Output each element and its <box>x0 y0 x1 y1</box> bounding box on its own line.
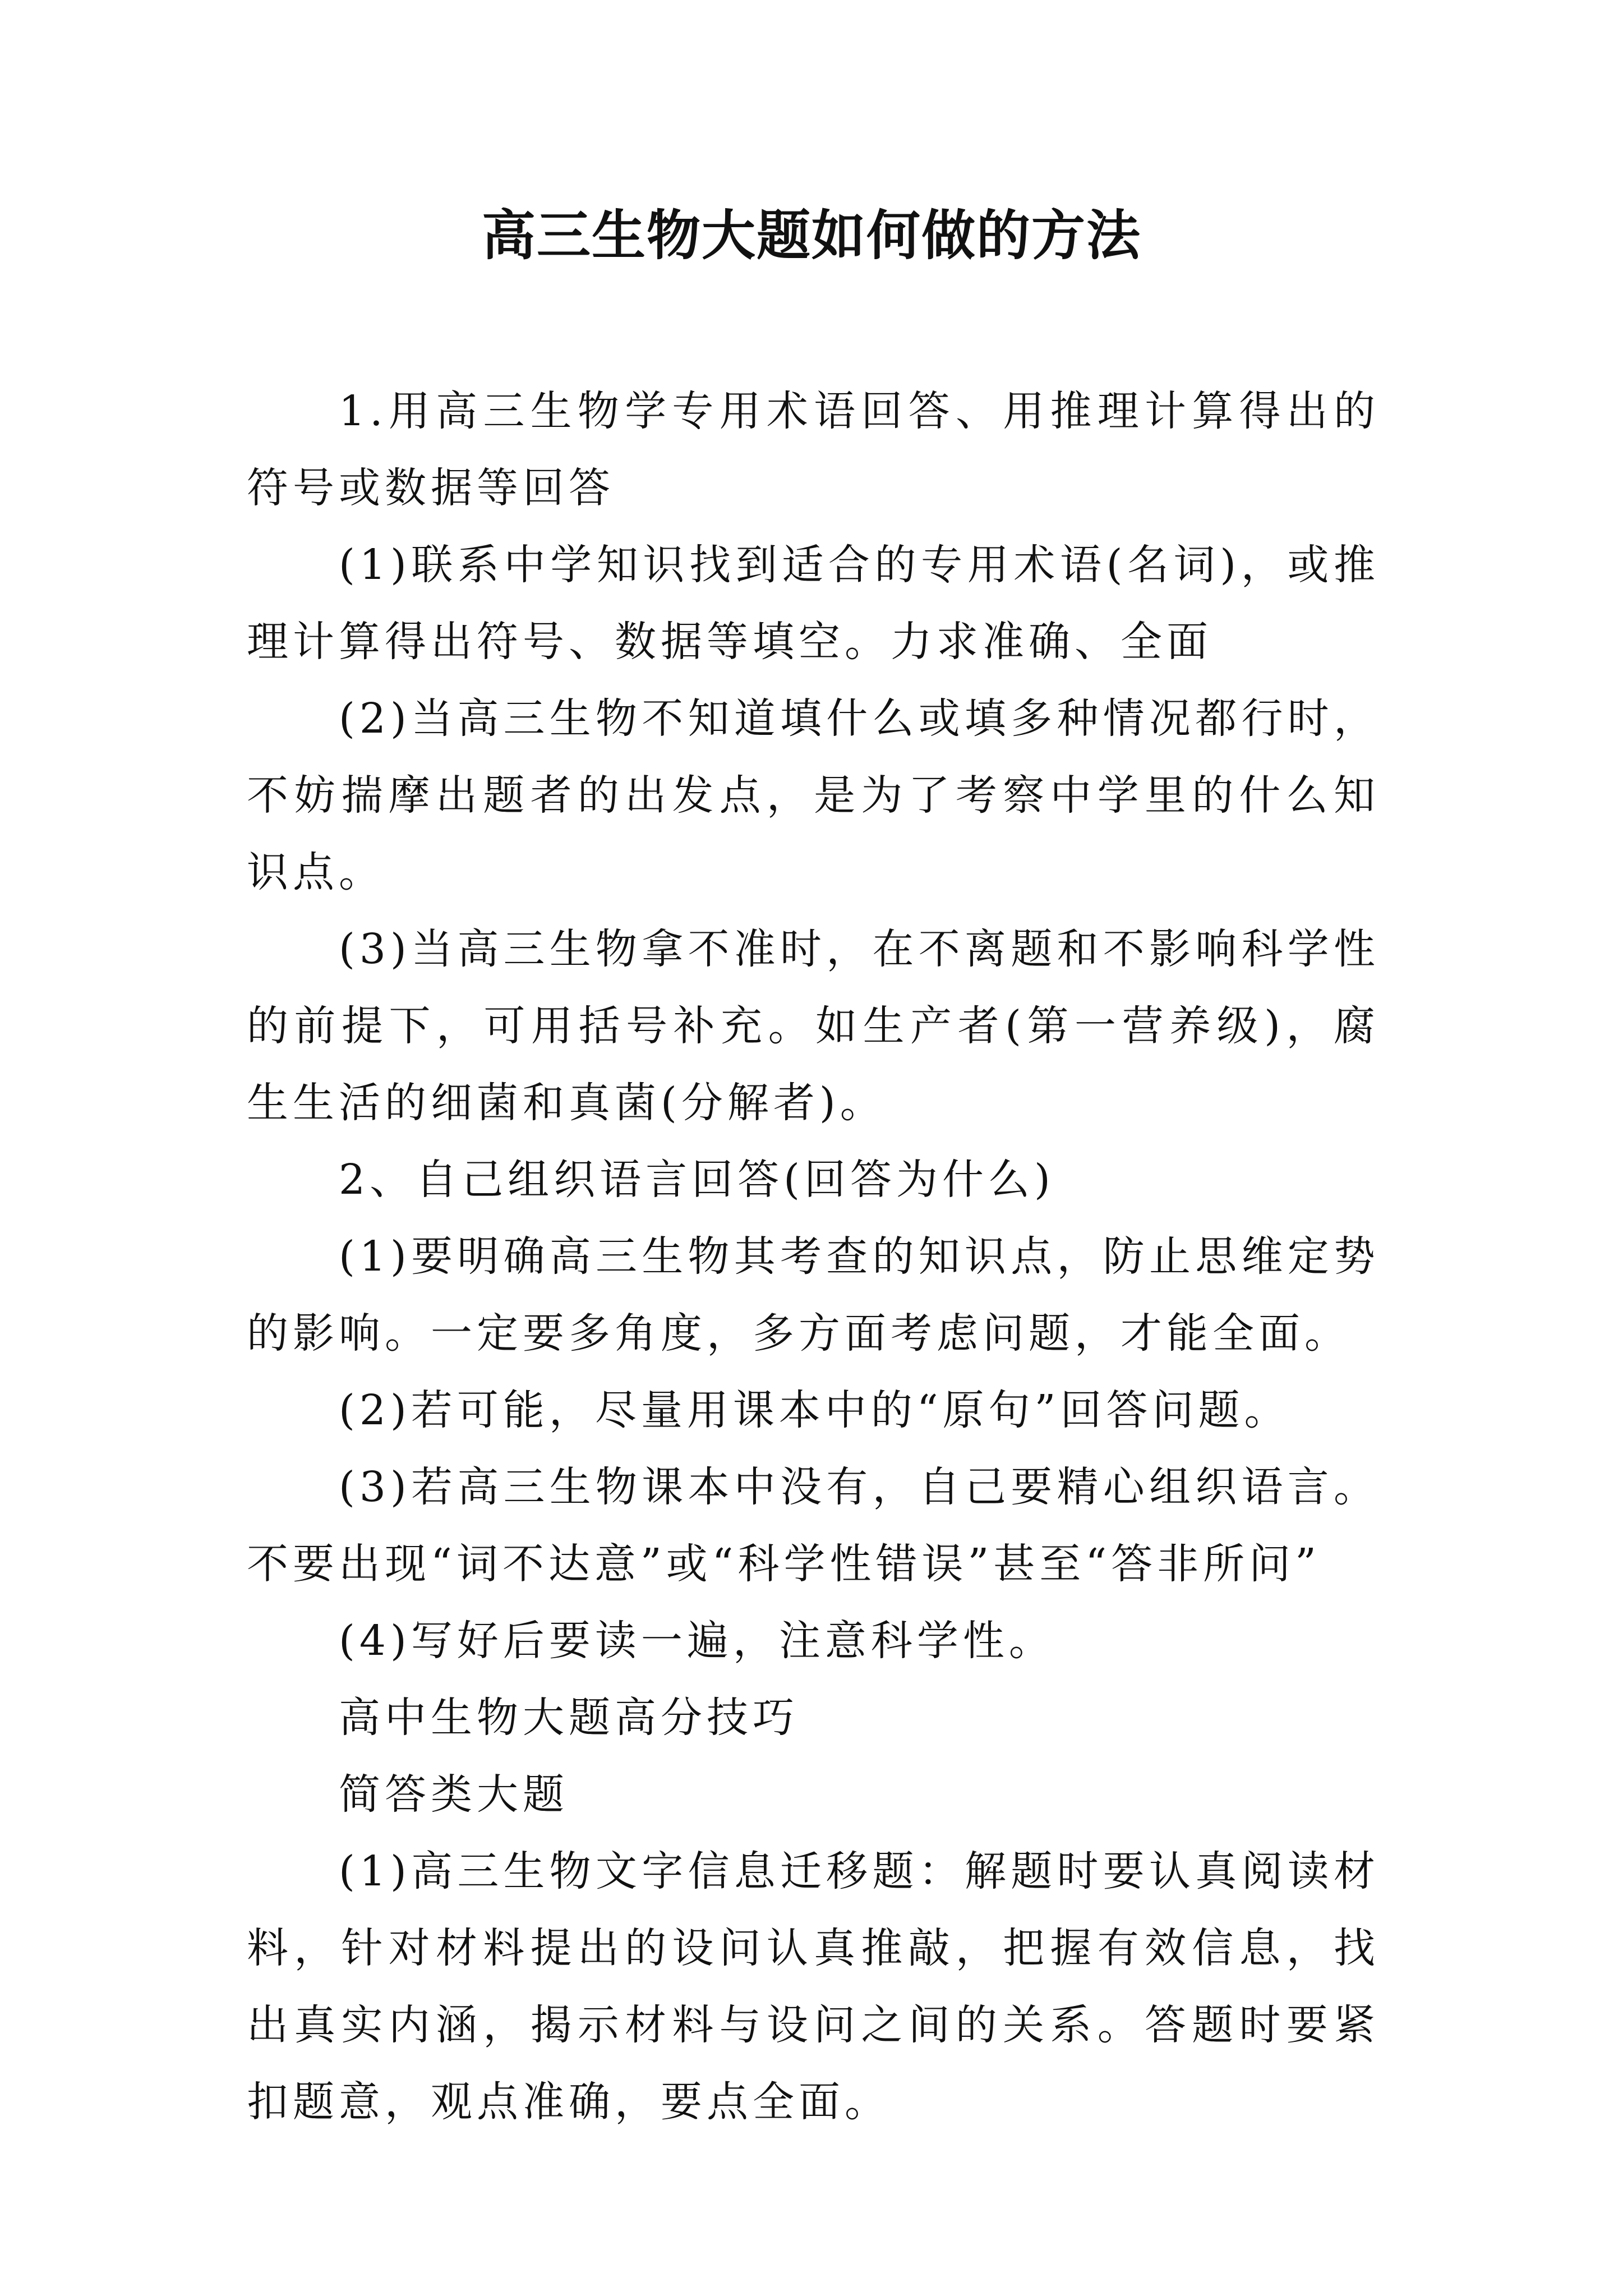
paragraph-subheading-tips: 高中生物大题高分技巧 <box>339 1694 799 1742</box>
paragraph-subheading-short-answer: 简答类大题 <box>339 1770 569 1819</box>
paragraph-item-3-1: (1)高三生物文字信息迁移题：解题时要认真阅读材料，针对材料提出的设问认真推敲，把握有效信息，找出真实内涵，揭示材料与设问之间的关系。答题时要紧扣题意，观点准确，要点全面。 <box>247 1847 1380 2126</box>
paragraph-item-2-2: (2)若可能，尽量用课本中的“原句”回答问题。 <box>339 1386 1290 1434</box>
paragraph-item-1-2: (2)当高三生物不知道填什么或填多种情况都行时，不妨揣摩出题者的出发点，是为了考察中学里的什么知识点。 <box>247 694 1380 896</box>
paragraph-item-2-1: (1)要明确高三生物其考查的知识点，防止思维定势的影响。一定要多角度，多方面考虑问题，才能全面。 <box>247 1232 1380 1358</box>
page-title: 高三生物大题如何做的方法 <box>482 204 1141 267</box>
paragraph-item-1-1: (1)联系中学知识找到适合的专用术语(名词)，或推理计算得出符号、数据等填空。力求准确、全面 <box>247 541 1380 666</box>
paragraph-item-1-3: (3)当高三生物拿不准时，在不离题和不影响科学性的前提下，可用括号补充。如生产者(第一营养级)，腐生生活的细菌和真菌(分解者)。 <box>247 925 1380 1127</box>
paragraph-item-2-4: (4)写好后要读一遍，注意科学性。 <box>339 1617 1055 1665</box>
paragraph-item-2-3: (3)若高三生物课本中没有，自己要精心组织语言。不要出现“词不达意”或“科学性错误”甚至“答非所问” <box>247 1463 1380 1588</box>
document-body <box>247 373 1380 2141</box>
paragraph-section-1-heading: 1.用高三生物学专用术语回答、用推理计算得出的符号或数据等回答 <box>247 387 1380 512</box>
paragraph-section-2-heading: 2、自己组织语言回答(回答为什么) <box>339 1156 1055 1204</box>
